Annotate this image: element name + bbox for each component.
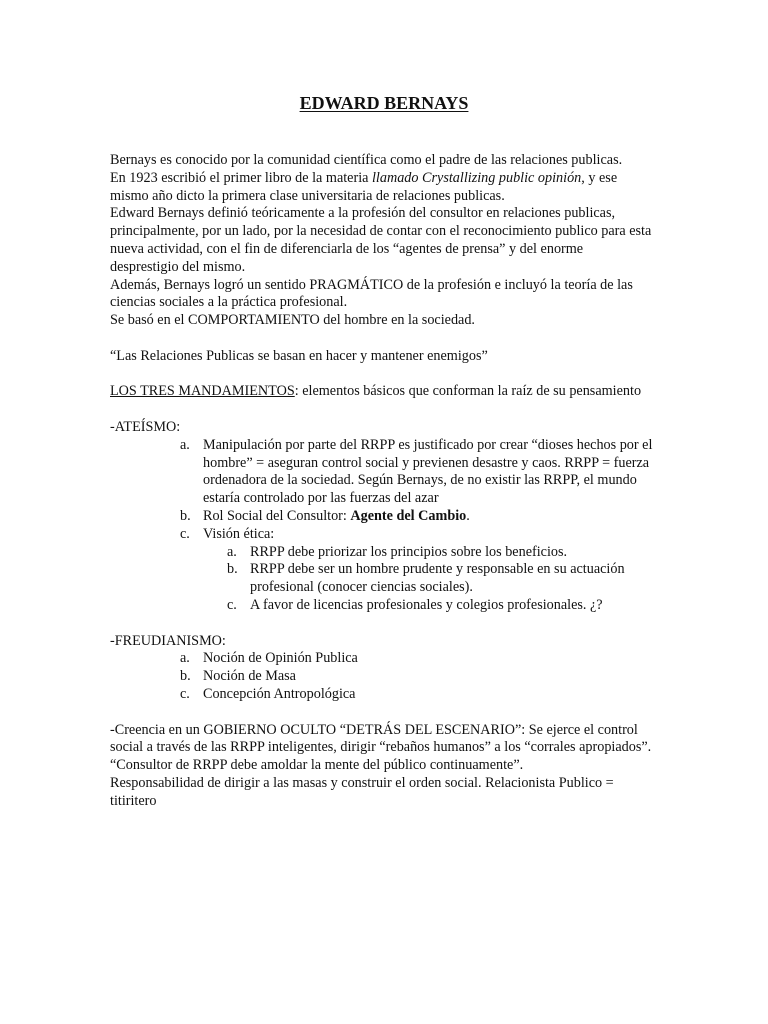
mandamientos-label: LOS TRES MANDAMIENTOS — [110, 383, 295, 400]
list-item-end: . — [466, 507, 470, 524]
list-marker: b. — [180, 668, 191, 685]
book-title: llamado Crystallizing public opinión — [371, 169, 582, 186]
vision-etica-item-b — [203, 561, 655, 597]
mandamientos-paragraph — [110, 383, 655, 401]
list-item-text: RRPP debe ser un hombre prudente y responsable en su actuación profesional (conocer ciencias sociales). — [250, 561, 625, 596]
list-item-text: Visión ética: — [203, 525, 275, 542]
list-marker: a. — [227, 543, 237, 560]
list-marker: a. — [180, 650, 190, 667]
list-item-text: RRPP debe priorizar los principios sobre los beneficios. — [250, 543, 568, 560]
intro-paragraph-4: Además, Bernays logró un sentido PRAGMÁTICO de la profesión e incluyó la teoría de las ciencias sociales a la práctica profesional. — [110, 276, 633, 311]
quote: “Las Relaciones Publicas se basan en hacer y mantener enemigos” — [110, 347, 488, 364]
responsabilidad-paragraph: Responsabilidad de dirigir a las masas y construir el orden social. Relacionista Publico = titiritero — [110, 774, 614, 809]
list-marker: b. — [227, 561, 238, 578]
intro-paragraph-1: Bernays es conocido por la comunidad científica como el padre de las relaciones publicas. — [110, 152, 623, 168]
spacer — [110, 330, 655, 348]
document-body — [110, 152, 655, 810]
ateismo-list — [110, 437, 655, 615]
intro-paragraph-5: Se basó en el COMPORTAMIENTO del hombre en la sociedad. — [110, 312, 475, 329]
agente-del-cambio: Agente del Cambio — [350, 507, 467, 524]
creencia-paragraph: -Creencia en un GOBIERNO OCULTO “DETRÁS DEL ESCENARIO”: Se ejerce el control social a través de las RRPP inteligentes, dirigir “rebaños humanos” a los “corrales apropiados”. “Consultor de RRPP debe amoldar la mente del público continuamente”. — [110, 721, 652, 774]
list-marker: c. — [180, 685, 190, 702]
list-item-text: Noción de Opinión Publica — [203, 650, 358, 667]
intro-paragraph-3: Edward Bernays definió teóricamente a la profesión del consultor en relaciones publicas, principalmente, por un lado, por la necesidad de contar con el reconocimiento publico para esta nueva actividad, con el fin de diferenciarla de los “agentes de prensa” y del enorme desprestigio del mismo. — [110, 205, 652, 275]
freudianismo-item-c — [110, 686, 655, 704]
spacer — [110, 704, 655, 722]
spacer — [110, 615, 655, 633]
freudianismo-item-a — [110, 650, 655, 668]
intro-paragraph-2 — [110, 170, 655, 206]
freudianismo-item-b — [110, 668, 655, 686]
ateismo-heading: -ATEÍSMO: — [110, 418, 181, 435]
freudianismo-list — [110, 650, 655, 703]
ateismo-item-c — [110, 526, 655, 615]
vision-etica-item-c — [203, 597, 655, 615]
list-item-text: A favor de licencias profesionales y colegios profesionales. ¿? — [250, 596, 603, 613]
spacer — [110, 366, 655, 384]
intro-paragraph-2-end: , y ese mismo año dicto la primera clase universitaria de relaciones publicas. — [110, 169, 618, 204]
list-item-text: Noción de Masa — [203, 668, 296, 685]
list-item-text: Manipulación por parte del RRPP es justificado por crear “dioses hechos por el hombre” = aseguran control social y previenen desastre y caos. RRPP = fuerza ordenadora de la sociedad. Según Bernays, de no existir las RRPP, el mundo estaría controlado por las fuerzas del azar — [203, 436, 653, 507]
ateismo-item-a — [110, 437, 655, 508]
list-item-text: Concepción Antropológica — [203, 685, 356, 702]
vision-etica-item-a — [203, 544, 655, 562]
vision-etica-list — [203, 544, 655, 615]
spacer — [110, 401, 655, 419]
mandamientos-text: : elementos básicos que conforman la raíz de su pensamiento — [294, 383, 642, 400]
freudianismo-heading: -FREUDIANISMO: — [110, 632, 226, 649]
document-title: EDWARD BERNAYS — [299, 93, 469, 113]
intro-paragraph-2-start: En 1923 escribió el primer libro de la materia — [110, 169, 372, 186]
list-marker: c. — [227, 596, 237, 613]
ateismo-item-b — [110, 508, 655, 526]
list-marker: b. — [180, 507, 191, 524]
list-item-text: Rol Social del Consultor: — [203, 507, 351, 524]
list-marker: a. — [180, 436, 190, 453]
list-marker: c. — [180, 525, 190, 542]
